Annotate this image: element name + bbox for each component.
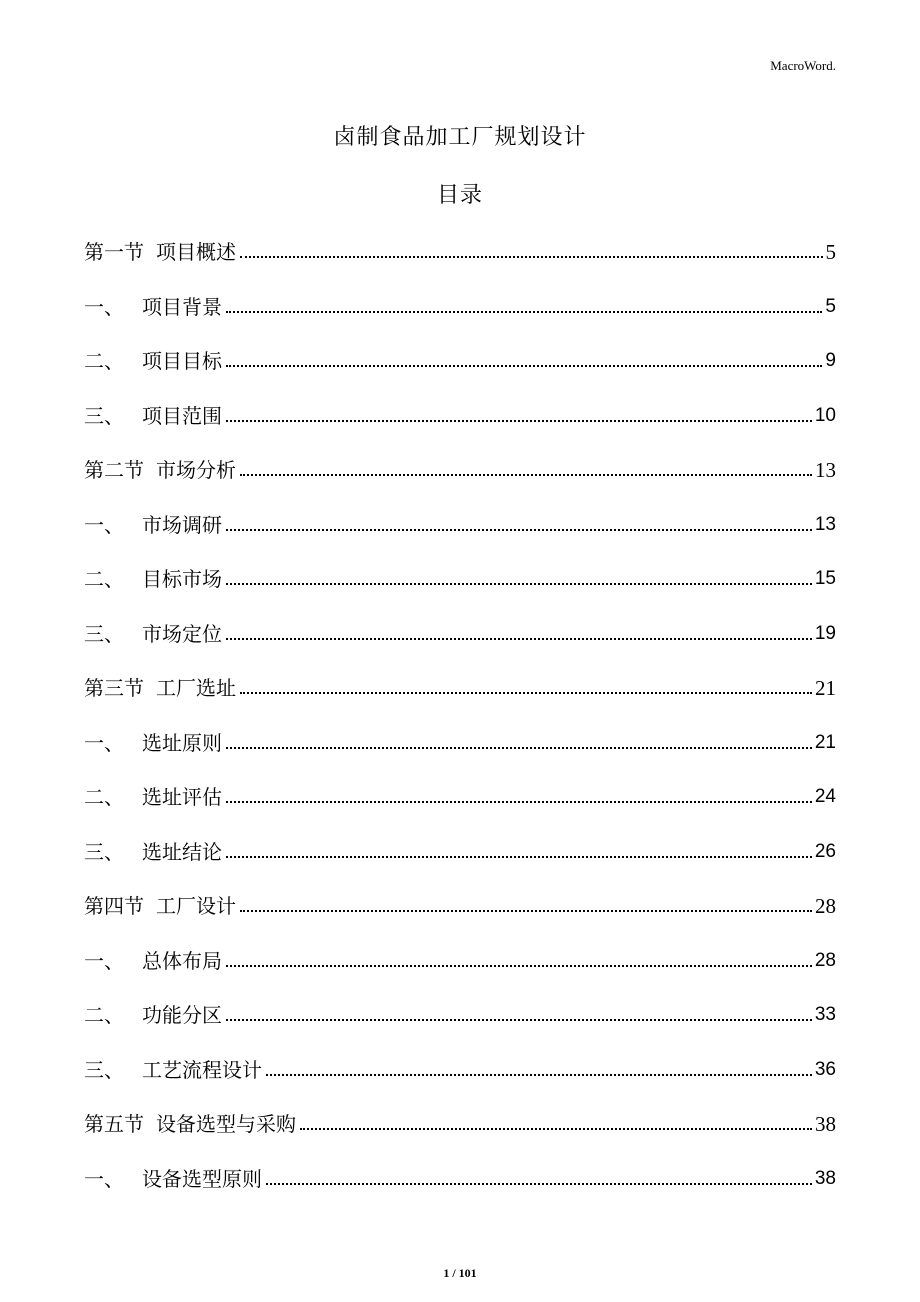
toc-entry-page: 21 bbox=[815, 676, 836, 700]
toc-dot-leader bbox=[226, 965, 812, 967]
toc-entry-label: 选址评估 bbox=[142, 785, 222, 809]
toc-subsection-entry[interactable] bbox=[84, 619, 836, 649]
toc-entry-label: 功能分区 bbox=[142, 1003, 222, 1027]
toc-entry-number: 第一节 bbox=[84, 240, 144, 264]
toc-dot-leader bbox=[226, 311, 822, 313]
toc-entry-page: 28 bbox=[814, 950, 836, 971]
toc-section-entry[interactable] bbox=[84, 673, 836, 703]
toc-entry-number: 第二节 bbox=[84, 458, 144, 482]
toc-entry-number: 第五节 bbox=[84, 1112, 144, 1136]
toc-subsection-entry[interactable] bbox=[84, 346, 836, 376]
toc-subsection-entry[interactable] bbox=[84, 510, 836, 540]
toc-dot-leader bbox=[226, 1019, 812, 1021]
toc-subsection-entry[interactable] bbox=[84, 1055, 836, 1085]
toc-entry-number: 一、 bbox=[84, 949, 124, 973]
toc-subsection-entry[interactable] bbox=[84, 837, 836, 867]
toc-entry-label: 工厂设计 bbox=[156, 894, 236, 918]
toc-entry-label: 市场分析 bbox=[156, 458, 236, 482]
page-indicator: 1 / 101 bbox=[443, 1266, 477, 1280]
toc-entry-page: 13 bbox=[814, 514, 836, 535]
toc-entry-label: 选址结论 bbox=[142, 840, 222, 864]
toc-entry-page: 24 bbox=[814, 786, 836, 807]
toc-entry-page: 38 bbox=[814, 1168, 836, 1189]
toc-entry-page: 15 bbox=[814, 568, 836, 589]
toc-dot-leader bbox=[240, 474, 812, 476]
toc-entry-label: 市场定位 bbox=[142, 622, 222, 646]
toc-entry-page: 9 bbox=[825, 350, 836, 371]
toc-entry-number: 一、 bbox=[84, 1167, 124, 1191]
toc-entry-label: 市场调研 bbox=[142, 513, 222, 537]
toc-entry-page: 33 bbox=[814, 1004, 836, 1025]
toc-entry-page: 13 bbox=[815, 458, 836, 482]
toc-dot-leader bbox=[266, 1074, 812, 1076]
toc-entry-label: 项目范围 bbox=[142, 404, 222, 428]
toc-entry-label: 目标市场 bbox=[142, 567, 222, 591]
toc-dot-leader bbox=[226, 529, 812, 531]
toc-subsection-entry[interactable] bbox=[84, 946, 836, 976]
toc-entry-number: 二、 bbox=[84, 1003, 124, 1027]
toc-entry-page: 5 bbox=[825, 240, 836, 264]
toc-dot-leader bbox=[240, 256, 823, 258]
document-title: 卤制食品加工厂规划设计 bbox=[333, 125, 587, 150]
toc-dot-leader bbox=[240, 692, 812, 694]
toc-dot-leader bbox=[226, 638, 812, 640]
toc-entry-page: 36 bbox=[814, 1059, 836, 1080]
toc-entry-page: 5 bbox=[825, 296, 836, 317]
toc-entry-label: 工厂选址 bbox=[156, 676, 236, 700]
toc-entry-label: 设备选型原则 bbox=[142, 1167, 262, 1191]
toc-dot-leader bbox=[226, 856, 812, 858]
toc-entry-number: 三、 bbox=[84, 404, 124, 428]
toc-heading: 目录 bbox=[436, 183, 483, 208]
toc-entry-page: 19 bbox=[814, 623, 836, 644]
toc-section-entry[interactable] bbox=[84, 237, 836, 267]
toc-entry-label: 总体布局 bbox=[142, 949, 222, 973]
toc-dot-leader bbox=[240, 910, 812, 912]
toc-entry-number: 三、 bbox=[84, 1058, 124, 1082]
toc-entry-number: 二、 bbox=[84, 349, 124, 373]
toc-dot-leader bbox=[226, 801, 812, 803]
toc-section-entry[interactable] bbox=[84, 455, 836, 485]
toc-dot-leader bbox=[226, 365, 822, 367]
toc-entry-page: 26 bbox=[814, 841, 836, 862]
toc-subsection-entry[interactable] bbox=[84, 401, 836, 431]
toc-dot-leader bbox=[226, 583, 812, 585]
toc-entry-label: 项目背景 bbox=[142, 295, 222, 319]
toc-entry-page: 28 bbox=[815, 894, 836, 918]
toc-entry-number: 二、 bbox=[84, 567, 124, 591]
toc-entry-page: 10 bbox=[814, 405, 836, 426]
toc-dot-leader bbox=[226, 420, 812, 422]
header-mark: MacroWord. bbox=[770, 58, 836, 73]
toc-entry-page: 38 bbox=[815, 1112, 836, 1136]
toc-dot-leader bbox=[300, 1128, 812, 1130]
toc-subsection-entry[interactable] bbox=[84, 1000, 836, 1030]
toc-entry-number: 一、 bbox=[84, 513, 124, 537]
toc-entry-number: 一、 bbox=[84, 731, 124, 755]
toc-section-entry[interactable] bbox=[84, 891, 836, 921]
toc-subsection-entry[interactable] bbox=[84, 564, 836, 594]
toc-entry-number: 三、 bbox=[84, 840, 124, 864]
toc-entry-label: 项目目标 bbox=[142, 349, 222, 373]
toc-dot-leader bbox=[266, 1183, 812, 1185]
toc-entry-label: 选址原则 bbox=[142, 731, 222, 755]
toc-dot-leader bbox=[226, 747, 812, 749]
toc-entry-number: 一、 bbox=[84, 295, 124, 319]
toc-subsection-entry[interactable] bbox=[84, 782, 836, 812]
toc-subsection-entry[interactable] bbox=[84, 292, 836, 322]
toc-entry-number: 第三节 bbox=[84, 676, 144, 700]
toc-entry-label: 设备选型与采购 bbox=[156, 1112, 296, 1136]
toc-entry-label: 工艺流程设计 bbox=[142, 1058, 262, 1082]
toc-subsection-entry[interactable] bbox=[84, 1164, 836, 1194]
toc-entry-page: 21 bbox=[814, 732, 836, 753]
toc-subsection-entry[interactable] bbox=[84, 728, 836, 758]
toc-entry-number: 三、 bbox=[84, 622, 124, 646]
toc-entry-label: 项目概述 bbox=[156, 240, 236, 264]
toc-entry-number: 第四节 bbox=[84, 894, 144, 918]
toc-entry-number: 二、 bbox=[84, 785, 124, 809]
toc-section-entry[interactable] bbox=[84, 1109, 836, 1139]
